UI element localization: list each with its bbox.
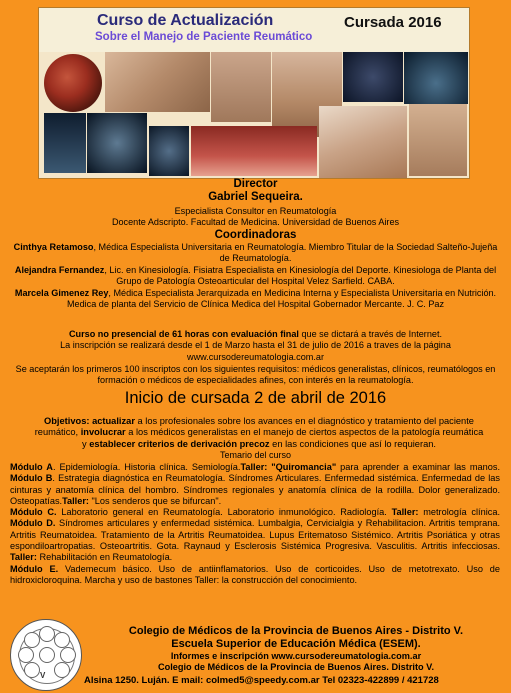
start-date: Inicio de cursada 2 de abril de 2016 — [124, 389, 387, 407]
course-info — [10, 329, 501, 363]
footer-contact: Alsina 1250. Luján. E mail: colmed5@speedy.com.ar Tel 02323-422899 / 421728 — [84, 675, 439, 686]
module-text: . Epidemiología. Historia clínica. Semiología. — [52, 462, 241, 472]
module-text: Laboratorio general en Reumatología. Laboratorio inmunológico. Radiología. — [56, 507, 387, 518]
footer-info-link[interactable]: Informes e inscripción www.cursodereumatologia.com.ar — [170, 651, 422, 661]
seal-petal — [60, 647, 76, 663]
footer-school: Escuela Superior de Educación Médica (ESEM). — [171, 638, 421, 650]
course-url[interactable]: www.cursodereumatologia.com.ar — [187, 351, 324, 362]
hand-photo — [211, 52, 271, 122]
module-label: Módulo D. — [10, 518, 56, 529]
seal-petal — [39, 647, 55, 663]
xray-photo — [343, 52, 403, 102]
director-title: Especialista Consultor en Reumatología — [174, 206, 337, 216]
seal-letter: V — [40, 671, 46, 680]
module-label: Módulo B — [10, 473, 53, 484]
objective-text: a los médicos generalistas en el manejo de ciertos aspectos de la patología reumática y — [81, 427, 484, 449]
coordinator-desc: , Lic. en Kinesiología. Fisiatra Especialista en Kinesiología del Deporte. Kinesiologa de Planta del Grupo de Patología Osteoarticular del Hospital Velez Sarfield. CABA. — [104, 264, 497, 287]
objective-text: a los profesionales sobre los avances en el diagnóstico y tratamiento del paciente reumático, — [34, 416, 474, 438]
objective-text: en las condiciones que así lo requieran. — [269, 438, 436, 449]
coordinator-item — [10, 242, 501, 265]
objective-keyword: actualizar — [92, 416, 135, 426]
syllabus-heading: Temario del curso — [219, 450, 292, 460]
xray-hand-photo — [404, 52, 468, 104]
module-c-d — [10, 507, 500, 563]
skin-photo — [191, 126, 317, 176]
module-a-b — [10, 462, 500, 507]
module-label: Módulo E. — [10, 563, 59, 574]
footer-institution: Colegio de Médicos de la Provincia de Buenos Aires - Distrito V. — [128, 625, 464, 637]
course-subtitle: Sobre el Manejo de Paciente Reumático — [95, 31, 313, 43]
coordinators-list — [10, 242, 501, 310]
director-name: Gabriel Sequeira. — [208, 191, 303, 203]
syllabus-modules — [10, 462, 500, 586]
module-text: Síndromes articulares y enfermedad sistémica. Lumbalgia, Cervicialgia y Rehabilitacion. Artritis temprana. Artritis Reumatoidea. Tratamiento de la Artritis Reumatoidea. Lupus Eritematoso Sistémico. Artritis Psoriática y otras espondiloartropatias. Osteoartritis. Gota. Raynaud y Esclerosis Sistémica Progresiva. Vasculitis. Artritis infecciosas. — [10, 518, 500, 552]
xray-hands-photo — [87, 113, 147, 173]
module-text: metrología clínica. — [418, 507, 500, 518]
objectives — [34, 416, 484, 450]
workshop-label: Taller: — [10, 552, 37, 563]
registration-dates: La inscripción se realizará desde el 1 de Marzo hasta el 31 de julio de 2016 a traves de la página — [60, 340, 451, 351]
workshop-label: Taller: — [62, 495, 89, 506]
objective-keyword: establecer criterios de derivación precoz — [89, 438, 270, 449]
seal-petal — [24, 632, 40, 648]
seal-petal — [39, 626, 55, 642]
module-label: Módulo C. — [10, 507, 57, 518]
workshop-label: Taller: "Quiromancia" — [240, 462, 337, 472]
seal-petal — [18, 647, 34, 663]
course-format: Curso no presencial de 61 horas con evaluación final — [68, 329, 299, 339]
xray-spine-photo — [44, 113, 86, 173]
seal-petal — [54, 632, 70, 648]
coordinator-desc: , Médica Especialista Universitaria en Reumatología. Miembro Titular de la Sociedad Salteño-Jujeña de Reumatología. — [93, 242, 498, 264]
foot-photo — [319, 106, 407, 178]
module-e — [10, 564, 500, 587]
coordinators-heading: Coordinadoras — [214, 229, 297, 241]
footer — [86, 625, 506, 673]
seal-petal — [24, 662, 40, 678]
coordinator-item — [10, 265, 501, 288]
college-seal-logo — [10, 619, 82, 691]
workshop-label: Taller: — [391, 507, 419, 518]
objective-keyword: involucrar — [80, 427, 126, 438]
requirements-text: Se aceptarán los primeros 100 inscriptos con los siguientes requisitos: médicos generalistas, clínicos, reumatólogos en formación o médicos de especialidades afines, con interés en la reumatología. — [15, 364, 496, 386]
coordinator-name: Marcela Gimenez Rey — [14, 287, 109, 298]
skin-lesion-photo — [44, 54, 102, 112]
cursada-year: Cursada 2016 — [344, 14, 442, 31]
footer-college: Colegio de Médicos de la Provincia de Buenos Aires. Distrito V. — [157, 662, 435, 672]
course-title: Curso de Actualización — [97, 12, 274, 29]
seal-petal — [54, 662, 70, 678]
objectives-label: Objetivos: — [44, 416, 90, 426]
module-text: Vademecum básico. Uso de antiinflamatorios. Uso de corticoides. Uso de metotrexato. Uso de hidroxicloroquina. Marcha y uso de bastones Taller: la construcción del conocimiento. — [10, 563, 500, 585]
coordinator-item — [10, 288, 501, 311]
module-text: . Estrategia diagnóstica en Reumatología. Síndromes Articulares. Enfermedad sistémica. Enfermedad de las cinturas y anatomía clínica del hombro. Síndromes regionales y anatomía clínica de la rodilla. Dolor generalizado. Osteopatías. — [10, 473, 500, 506]
course-format-rest: que se dictará a través de Internet. — [298, 329, 442, 339]
coordinator-name: Cinthya Retamoso — [13, 242, 94, 252]
module-text: para aprender a examinar las manos. — [336, 462, 500, 472]
header-banner — [38, 7, 470, 179]
module-text: Rehabilitación en Reumatología. — [36, 552, 173, 563]
palm-photo — [409, 104, 467, 176]
requirements — [10, 364, 501, 387]
director-heading: Director — [233, 178, 278, 190]
module-label: Módulo A — [10, 462, 53, 472]
director-affiliation: Docente Adscripto. Facultad de Medicina. Universidad de Buenos Aires — [111, 217, 400, 227]
xray-joint-photo — [149, 126, 189, 176]
module-text: "Los senderos que se bifurcan". — [88, 495, 222, 506]
coordinator-desc: , Médica Especialista Jerarquizada en Medicina Interna y Especialista Universitaria en Nutrición. Medica de planta del Servicio de Clínica Medica del Hospital Gobernador Mercante. J. C. Paz — [66, 287, 497, 310]
coordinator-name: Alejandra Fernandez — [14, 264, 105, 275]
hands-photo — [105, 52, 210, 112]
